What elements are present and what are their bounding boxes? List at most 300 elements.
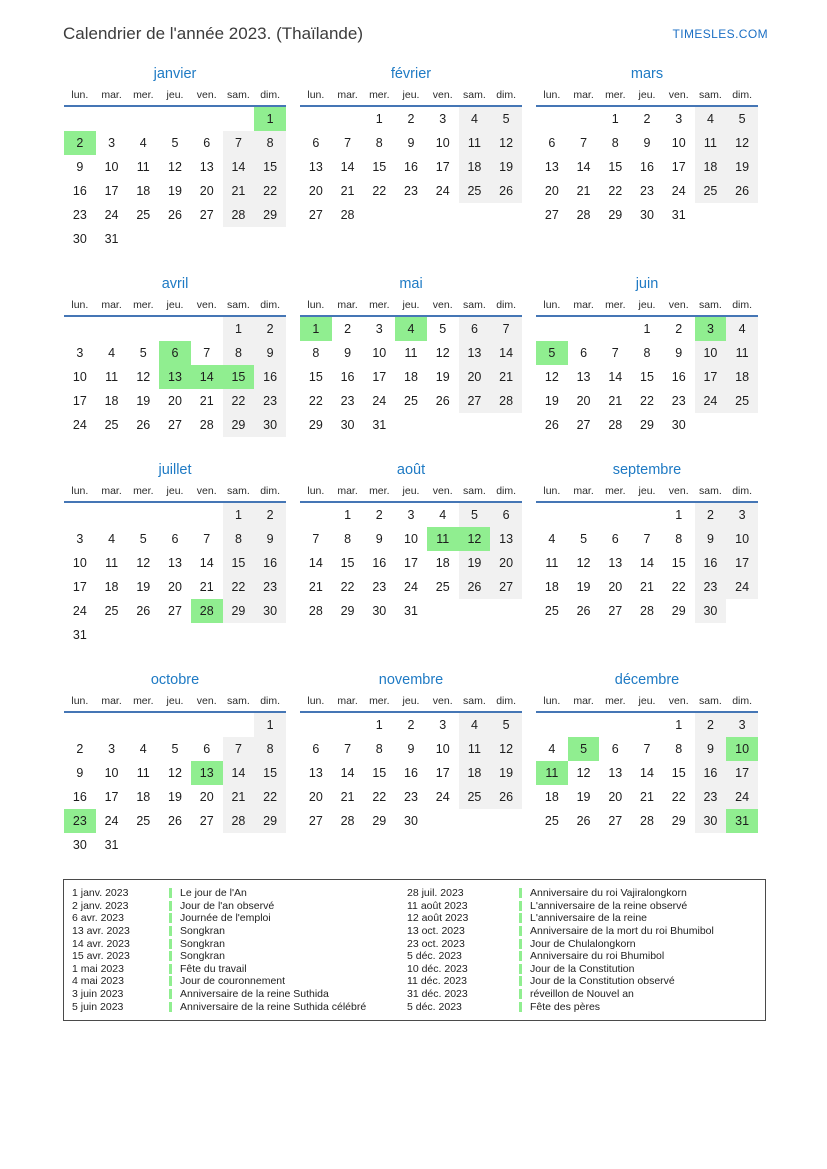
week-row xyxy=(64,833,286,857)
weekday-label: dim. xyxy=(260,485,281,497)
weekday-label: ven. xyxy=(668,485,689,497)
week-row xyxy=(300,131,522,155)
week-row xyxy=(300,203,522,227)
day-cell: 5 xyxy=(139,532,147,546)
day-cell: 7 xyxy=(203,532,211,546)
weekday-label: dim. xyxy=(496,89,517,101)
day-cell: 31 xyxy=(726,809,758,833)
weekday-label: lun. xyxy=(543,89,561,101)
day-cell: 27 xyxy=(544,208,559,222)
day-cell: 25 xyxy=(544,604,559,618)
weekday-label: sam. xyxy=(699,485,722,497)
day-cell: 15 xyxy=(340,556,355,570)
day-cell: 24 xyxy=(695,389,727,413)
day-cell: 13 xyxy=(608,766,623,780)
day-cell: 1 xyxy=(643,322,651,336)
months-grid xyxy=(64,64,827,857)
day-cell: 21 xyxy=(223,179,255,203)
day-cell: 10 xyxy=(72,556,87,570)
day-cell: 14 xyxy=(490,341,522,365)
day-cell-empty xyxy=(223,623,255,647)
day-cell: 31 xyxy=(104,838,119,852)
day-cell: 1 xyxy=(254,107,286,131)
day-cell: 3 xyxy=(675,112,683,126)
day-cell: 25 xyxy=(136,814,151,828)
day-cell: 21 xyxy=(640,580,654,594)
week-row xyxy=(300,599,522,623)
week-row xyxy=(300,527,522,551)
day-cell: 3 xyxy=(439,718,447,732)
legend-date: 11 déc. 2023 xyxy=(407,975,467,988)
weekday-label: mar. xyxy=(573,299,594,311)
week-row xyxy=(536,179,758,203)
day-cell: 31 xyxy=(404,604,418,618)
day-cell: 9 xyxy=(675,346,683,360)
month-août xyxy=(300,460,522,623)
day-cell-empty xyxy=(459,599,491,623)
day-cell: 5 xyxy=(568,737,600,761)
day-cell: 24 xyxy=(104,814,119,828)
weekday-label: ven. xyxy=(196,485,217,497)
day-cell: 27 xyxy=(168,418,182,432)
day-cell: 13 xyxy=(168,556,182,570)
day-cell: 15 xyxy=(671,766,686,780)
day-cell: 22 xyxy=(254,785,286,809)
day-cell: 8 xyxy=(643,346,651,360)
day-cell: 27 xyxy=(490,575,522,599)
day-cell: 3 xyxy=(695,317,727,341)
weekday-label: lun. xyxy=(71,695,89,707)
month-mai xyxy=(300,274,522,437)
day-cell: 23 xyxy=(404,790,418,804)
day-cell-empty xyxy=(127,503,159,527)
site-link[interactable]: TIMESLES.COM xyxy=(672,27,768,41)
holiday-legend xyxy=(63,879,766,1021)
day-cell-empty xyxy=(96,713,128,737)
day-cell: 16 xyxy=(254,365,286,389)
week-row xyxy=(300,413,522,437)
holiday-marker-icon xyxy=(169,913,172,923)
day-cell: 15 xyxy=(372,160,387,174)
day-cell-empty xyxy=(536,713,568,737)
day-cell: 22 xyxy=(372,790,387,804)
weekday-label: jeu. xyxy=(402,89,420,101)
day-cell: 9 xyxy=(407,136,415,150)
day-cell: 7 xyxy=(312,532,320,546)
day-cell-empty xyxy=(427,599,459,623)
month-title: avril xyxy=(161,276,189,292)
day-cell: 11 xyxy=(459,737,491,761)
day-cell: 13 xyxy=(544,160,559,174)
month-title: mars xyxy=(630,66,664,82)
day-cell: 24 xyxy=(435,790,450,804)
day-cell: 24 xyxy=(726,575,758,599)
day-cell: 8 xyxy=(223,527,255,551)
day-cell: 31 xyxy=(671,208,686,222)
day-cell: 21 xyxy=(199,580,214,594)
day-cell: 7 xyxy=(223,737,255,761)
week-row xyxy=(64,503,286,527)
month-title: mai xyxy=(399,276,423,292)
day-cell: 20 xyxy=(199,790,214,804)
week-row xyxy=(536,203,758,227)
day-cell-empty xyxy=(490,413,522,437)
legend-date: 3 juin 2023 xyxy=(72,988,124,1001)
weekday-header-row xyxy=(64,298,286,317)
month-title: janvier xyxy=(153,66,197,82)
day-cell: 15 xyxy=(671,556,686,570)
day-cell: 21 xyxy=(640,790,654,804)
legend-date: 13 avr. 2023 xyxy=(72,925,130,938)
day-cell-empty xyxy=(536,107,568,131)
day-cell: 25 xyxy=(435,580,450,594)
day-cell: 8 xyxy=(254,737,286,761)
week-row xyxy=(536,713,758,737)
holiday-marker-icon xyxy=(519,1002,522,1012)
day-cell: 21 xyxy=(199,394,214,408)
day-cell: 6 xyxy=(203,136,211,150)
weekday-label: sam. xyxy=(227,695,250,707)
day-cell-empty xyxy=(127,227,159,251)
day-cell-empty xyxy=(191,503,223,527)
holiday-marker-icon xyxy=(519,939,522,949)
month-avril xyxy=(64,274,286,437)
weekday-label: mar. xyxy=(573,695,594,707)
weekday-label: lun. xyxy=(307,299,325,311)
weekday-label: dim. xyxy=(260,299,281,311)
legend-row xyxy=(72,975,407,988)
week-row xyxy=(300,737,522,761)
week-row xyxy=(536,341,758,365)
day-cell: 6 xyxy=(580,346,588,360)
day-cell: 27 xyxy=(199,814,214,828)
day-cell: 23 xyxy=(340,394,355,408)
day-cell: 9 xyxy=(375,532,383,546)
day-cell: 12 xyxy=(544,370,559,384)
holiday-marker-icon xyxy=(519,901,522,911)
day-cell: 4 xyxy=(139,136,147,150)
day-cell: 7 xyxy=(203,346,211,360)
weekday-label: mar. xyxy=(101,695,122,707)
weekday-label: mar. xyxy=(101,89,122,101)
day-cell-empty xyxy=(726,203,758,227)
week-row xyxy=(64,341,286,365)
day-cell: 22 xyxy=(254,179,286,203)
day-cell: 25 xyxy=(104,418,119,432)
day-cell-empty xyxy=(159,833,191,857)
weekday-label: mer. xyxy=(133,695,154,707)
day-cell: 3 xyxy=(726,713,758,737)
day-cell: 6 xyxy=(490,503,522,527)
day-cell: 29 xyxy=(223,413,255,437)
day-cell-empty xyxy=(568,317,600,341)
week-row xyxy=(64,155,286,179)
day-cell: 19 xyxy=(544,394,559,408)
day-cell: 21 xyxy=(608,394,623,408)
month-juin xyxy=(536,274,758,437)
day-cell: 19 xyxy=(168,790,182,804)
weekday-label: jeu. xyxy=(166,695,184,707)
day-cell: 27 xyxy=(459,389,491,413)
day-cell: 12 xyxy=(459,527,491,551)
day-cell: 9 xyxy=(76,766,84,780)
weekday-label: mar. xyxy=(337,299,358,311)
day-cell: 26 xyxy=(459,575,491,599)
day-cell-empty xyxy=(599,503,631,527)
day-cell: 8 xyxy=(675,532,683,546)
week-row xyxy=(536,155,758,179)
weekday-label: sam. xyxy=(463,299,486,311)
day-cell: 12 xyxy=(168,766,182,780)
weekday-label: mer. xyxy=(133,299,154,311)
day-cell: 20 xyxy=(459,365,491,389)
day-cell: 11 xyxy=(404,346,418,360)
legend-label: Fête du travail xyxy=(180,962,247,975)
weekday-label: dim. xyxy=(260,89,281,101)
legend-date: 5 déc. 2023 xyxy=(407,1000,462,1013)
holiday-marker-icon xyxy=(519,964,522,974)
weekday-header-row xyxy=(64,694,286,713)
day-cell: 17 xyxy=(435,766,450,780)
weekday-label: mar. xyxy=(337,695,358,707)
weekday-label: ven. xyxy=(196,89,217,101)
week-row xyxy=(64,413,286,437)
legend-row xyxy=(407,912,759,925)
day-cell: 19 xyxy=(136,580,151,594)
legend-date: 13 oct. 2023 xyxy=(407,925,465,938)
day-cell: 14 xyxy=(640,766,654,780)
month-mars xyxy=(536,64,758,227)
week-row xyxy=(300,317,522,341)
month-décembre xyxy=(536,670,758,833)
legend-label: Jour de la Constitution xyxy=(530,962,635,975)
day-cell: 19 xyxy=(576,790,591,804)
day-cell: 29 xyxy=(340,604,355,618)
day-cell: 11 xyxy=(536,761,568,785)
day-cell-empty xyxy=(159,317,191,341)
day-cell: 3 xyxy=(439,112,447,126)
day-cell: 24 xyxy=(404,580,418,594)
legend-label: L'anniversaire de la reine observé xyxy=(530,899,688,912)
week-row xyxy=(536,761,758,785)
day-cell: 10 xyxy=(726,527,758,551)
day-cell: 21 xyxy=(223,785,255,809)
month-title: novembre xyxy=(378,672,444,688)
weekday-label: mer. xyxy=(605,299,626,311)
day-cell-empty xyxy=(127,623,159,647)
day-cell: 5 xyxy=(726,107,758,131)
day-cell: 23 xyxy=(254,575,286,599)
day-cell: 3 xyxy=(375,322,383,336)
day-cell: 16 xyxy=(72,790,87,804)
holiday-marker-icon xyxy=(169,976,172,986)
legend-label: Jour de l'an observé xyxy=(180,899,275,912)
weekday-label: lun. xyxy=(543,695,561,707)
day-cell: 20 xyxy=(168,580,182,594)
weekday-label: lun. xyxy=(543,485,561,497)
day-cell: 26 xyxy=(168,208,182,222)
day-cell: 5 xyxy=(439,322,447,336)
weekday-label: mer. xyxy=(133,89,154,101)
day-cell: 25 xyxy=(544,814,559,828)
day-cell: 15 xyxy=(223,551,255,575)
day-cell: 15 xyxy=(223,365,255,389)
holiday-marker-icon xyxy=(169,888,172,898)
day-cell-empty xyxy=(127,713,159,737)
legend-label: L'anniversaire de la reine xyxy=(530,912,647,925)
weekday-label: dim. xyxy=(260,695,281,707)
day-cell: 9 xyxy=(76,160,84,174)
weekday-label: lun. xyxy=(307,695,325,707)
legend-row xyxy=(72,988,407,1001)
legend-date: 14 avr. 2023 xyxy=(72,937,130,950)
week-row xyxy=(64,317,286,341)
month-title: octobre xyxy=(150,672,200,688)
week-row xyxy=(64,179,286,203)
day-cell: 9 xyxy=(254,527,286,551)
day-cell-empty xyxy=(191,317,223,341)
week-row xyxy=(300,575,522,599)
day-cell-empty xyxy=(223,713,255,737)
day-cell: 5 xyxy=(171,742,179,756)
legend-row xyxy=(72,937,407,950)
week-row xyxy=(536,389,758,413)
day-cell: 10 xyxy=(695,341,727,365)
legend-date: 23 oct. 2023 xyxy=(407,937,465,950)
day-cell: 25 xyxy=(404,394,418,408)
day-cell: 5 xyxy=(580,532,588,546)
day-cell: 18 xyxy=(726,365,758,389)
day-cell: 14 xyxy=(576,160,591,174)
day-cell-empty xyxy=(223,833,255,857)
legend-column-1 xyxy=(407,887,759,1013)
day-cell: 20 xyxy=(490,551,522,575)
day-cell: 25 xyxy=(136,208,151,222)
day-cell: 13 xyxy=(308,160,323,174)
day-cell: 12 xyxy=(726,131,758,155)
weekday-header-row xyxy=(536,694,758,713)
day-cell: 25 xyxy=(726,389,758,413)
weekday-label: ven. xyxy=(432,695,453,707)
day-cell: 2 xyxy=(76,742,84,756)
legend-row xyxy=(72,1000,407,1013)
weekday-label: jeu. xyxy=(638,299,656,311)
day-cell: 22 xyxy=(372,184,387,198)
legend-row xyxy=(407,988,759,1001)
day-cell: 18 xyxy=(695,155,727,179)
day-cell: 2 xyxy=(407,718,415,732)
day-cell: 11 xyxy=(695,131,727,155)
day-cell: 23 xyxy=(640,184,654,198)
day-cell: 18 xyxy=(104,580,119,594)
day-cell: 22 xyxy=(223,575,255,599)
day-cell: 30 xyxy=(254,599,286,623)
day-cell-empty xyxy=(191,227,223,251)
day-cell-empty xyxy=(395,413,427,437)
day-cell: 14 xyxy=(223,761,255,785)
day-cell: 9 xyxy=(695,737,727,761)
legend-date: 5 juin 2023 xyxy=(72,1000,124,1013)
weekday-header-row xyxy=(536,88,758,107)
weekday-label: sam. xyxy=(227,299,250,311)
weekday-label: mer. xyxy=(369,299,390,311)
legend-row xyxy=(72,925,407,938)
week-row xyxy=(64,107,286,131)
day-cell: 23 xyxy=(254,389,286,413)
day-cell: 2 xyxy=(254,503,286,527)
day-cell: 8 xyxy=(254,131,286,155)
weekday-label: sam. xyxy=(699,89,722,101)
day-cell: 11 xyxy=(136,160,150,174)
day-cell: 23 xyxy=(695,575,727,599)
day-cell: 10 xyxy=(435,742,450,756)
day-cell: 18 xyxy=(104,394,119,408)
weekday-header-row xyxy=(300,484,522,503)
day-cell: 12 xyxy=(490,131,522,155)
week-row xyxy=(64,809,286,833)
day-cell: 22 xyxy=(308,394,323,408)
weekday-label: jeu. xyxy=(166,299,184,311)
day-cell-empty xyxy=(459,203,491,227)
day-cell: 4 xyxy=(108,346,116,360)
day-cell: 28 xyxy=(640,814,654,828)
week-row xyxy=(300,179,522,203)
day-cell: 4 xyxy=(139,742,147,756)
day-cell: 4 xyxy=(548,742,556,756)
day-cell: 22 xyxy=(340,580,355,594)
day-cell: 11 xyxy=(545,556,559,570)
day-cell: 19 xyxy=(168,184,182,198)
legend-row xyxy=(407,925,759,938)
legend-row xyxy=(72,887,407,900)
day-cell: 13 xyxy=(199,160,214,174)
day-cell: 1 xyxy=(675,508,683,522)
day-cell-empty xyxy=(427,809,459,833)
day-cell: 12 xyxy=(136,556,151,570)
day-cell: 2 xyxy=(64,131,96,155)
day-cell: 24 xyxy=(671,184,686,198)
day-cell: 13 xyxy=(159,365,191,389)
legend-date: 4 mai 2023 xyxy=(72,975,124,988)
day-cell: 27 xyxy=(168,604,182,618)
week-row xyxy=(300,107,522,131)
weekday-label: ven. xyxy=(668,695,689,707)
day-cell: 7 xyxy=(611,346,619,360)
legend-date: 31 déc. 2023 xyxy=(407,988,468,1001)
day-cell: 19 xyxy=(136,394,151,408)
holiday-marker-icon xyxy=(519,926,522,936)
day-cell: 29 xyxy=(640,418,654,432)
day-cell-empty xyxy=(459,413,491,437)
day-cell: 1 xyxy=(611,112,619,126)
weekday-label: mer. xyxy=(369,485,390,497)
weekday-label: lun. xyxy=(543,299,561,311)
holiday-marker-icon xyxy=(169,1002,172,1012)
day-cell-empty xyxy=(191,833,223,857)
week-row xyxy=(536,503,758,527)
weekday-label: dim. xyxy=(732,695,753,707)
day-cell: 28 xyxy=(191,599,223,623)
day-cell: 17 xyxy=(435,160,450,174)
week-row xyxy=(64,131,286,155)
month-janvier xyxy=(64,64,286,251)
day-cell: 23 xyxy=(372,580,387,594)
day-cell: 24 xyxy=(726,785,758,809)
day-cell-empty xyxy=(159,713,191,737)
weekday-label: sam. xyxy=(463,89,486,101)
day-cell-empty xyxy=(127,833,159,857)
week-row xyxy=(536,365,758,389)
